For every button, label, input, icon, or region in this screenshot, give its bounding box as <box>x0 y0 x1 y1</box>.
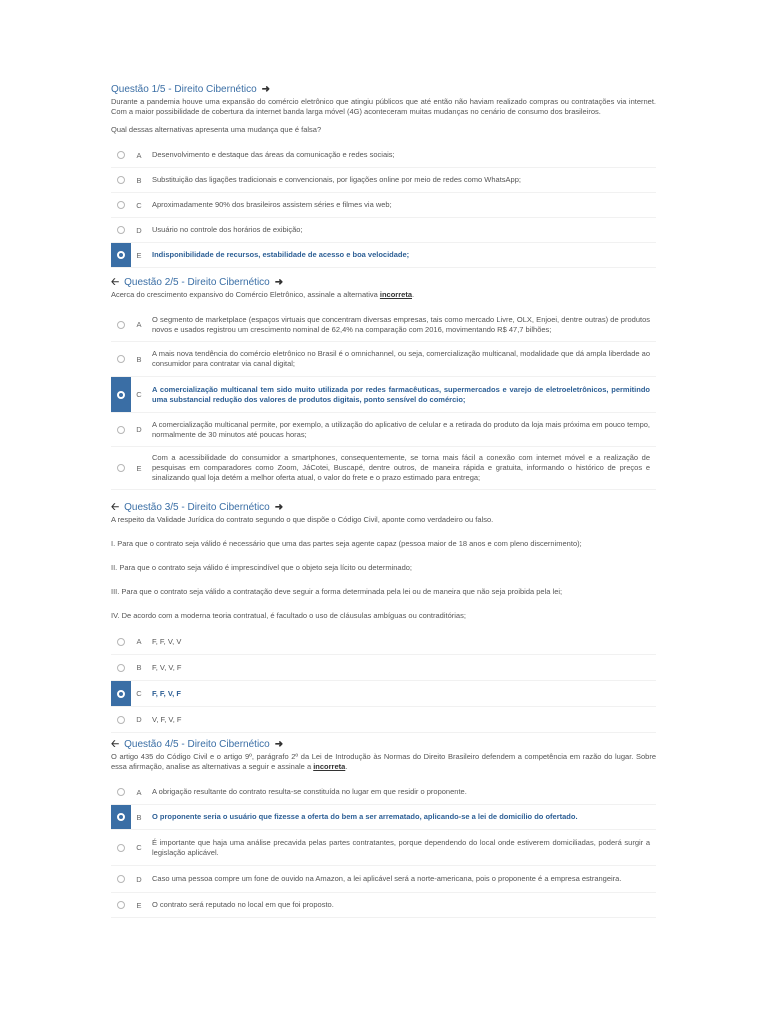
radio-cell <box>111 707 131 732</box>
option-e[interactable] <box>111 893 656 918</box>
option-letter: C <box>136 689 142 698</box>
option-text: Indisponibilidade de recursos, estabilidade de acesso e boa velocidade; <box>152 250 410 259</box>
option-text: Caso uma pessoa compre um fone de ouvido na Amazon, a lei aplicável será a norte-americana, pois o proponente é a empresa estrangeira. <box>152 874 622 883</box>
radio-button[interactable] <box>117 875 125 883</box>
option-text: O contrato será reputado no local em que foi proposto. <box>152 900 334 909</box>
option-letter: C <box>136 390 142 399</box>
option-letter: C <box>136 200 142 210</box>
radio-cell <box>111 143 131 167</box>
option-letter: D <box>136 425 142 434</box>
radio-button[interactable] <box>117 355 125 363</box>
emphasis-text: incorreta <box>379 290 412 299</box>
question-4-title[interactable] <box>111 739 656 751</box>
radio-cell <box>111 830 131 865</box>
question-1-prompt: Qual dessas alternativas apresenta uma mudança que é falsa? <box>111 125 322 134</box>
option-letter: B <box>136 812 142 822</box>
radio-cell <box>111 413 131 446</box>
radio-button[interactable] <box>117 201 125 209</box>
option-b[interactable] <box>111 655 656 681</box>
arrow-right-icon[interactable]: ➜ <box>274 739 284 750</box>
option-letter: E <box>136 250 142 260</box>
option-e[interactable] <box>111 243 656 268</box>
radio-cell <box>111 377 131 412</box>
radio-cell <box>111 655 131 680</box>
statement-4: IV. De acordo com a moderna teoria contratual, é facultado o uso de cláusulas ambíguas ou contraditórias; <box>111 611 466 620</box>
option-letter: A <box>136 787 142 797</box>
option-d[interactable] <box>111 866 656 893</box>
radio-button[interactable] <box>117 844 125 852</box>
option-text: O proponente seria o usuário que fizesse a oferta do bem a ser arrematado, aplicando-se a lei de domicílio do ofertado. <box>152 812 578 821</box>
question-4 <box>111 739 656 918</box>
option-text: Aproximadamente 90% dos brasileiros assistem séries e filmes via web; <box>152 200 392 209</box>
radio-button[interactable] <box>117 788 125 796</box>
option-letter: D <box>136 225 142 235</box>
radio-cell <box>111 805 131 829</box>
text-part: . <box>345 762 348 771</box>
arrow-left-icon[interactable]: 🡠 <box>111 277 120 288</box>
radio-cell <box>111 866 131 892</box>
option-text: F, F, V, F <box>152 688 181 698</box>
radio-cell <box>111 218 131 242</box>
radio-button[interactable] <box>117 426 125 434</box>
option-text: Desenvolvimento e destaque das áreas da comunicação e redes sociais; <box>152 150 395 159</box>
radio-button[interactable] <box>117 151 125 159</box>
option-text: É importante que haja uma análise precavida pelas partes contratantes, porque dependendo do local onde estiverem domiciliadas, poderá surgir a legislação aplicável. <box>152 837 650 857</box>
radio-button[interactable] <box>117 716 125 724</box>
question-1 <box>111 84 656 268</box>
option-text: O segmento de marketplace (espaços virtuais que concentram diversas empresas, tais como mercado Livre, OLX, Enjoei, dentre outras) de produtos novos e usados registrou um crescimento nominal de 62,4% na comparação com 2016, movimentando R$ 47,7 bilhões; <box>152 314 650 334</box>
option-c[interactable] <box>111 681 656 707</box>
radio-button[interactable] <box>117 176 125 184</box>
option-letter: C <box>136 843 142 852</box>
option-letter: D <box>136 715 142 724</box>
question-title-text: Questão 2/5 - Direito Cibernético <box>124 277 270 288</box>
radio-button-selected[interactable] <box>117 251 125 259</box>
option-text: F, F, V, V <box>152 636 182 646</box>
option-d[interactable] <box>111 707 656 733</box>
option-a[interactable] <box>111 308 656 342</box>
text-part: . <box>412 290 415 299</box>
text-part: O artigo 435 do Código Civil e o artigo 9º, parágrafo 2º da Lei de Introdução às Normas do Direito Brasileiro defendem a competência em razão do lugar. Sobre essa afirmação, analise as alternativas a seguir e assinale a <box>111 752 656 771</box>
question-4-text <box>111 752 656 772</box>
radio-cell <box>111 308 131 341</box>
question-title-text: Questão 4/5 - Direito Cibernético <box>124 739 270 750</box>
option-a[interactable] <box>111 629 656 655</box>
radio-button[interactable] <box>117 638 125 646</box>
question-1-text: Durante a pandemia houve uma expansão do comércio eletrônico que atingiu públicos que até então não haviam realizado compras ou contratações via internet. Com a maior possibilidade de cobertura da internet banda larga móvel (4G) aconteceram muitas mudanças no cenário de consumo dos brasileiros. <box>111 97 656 116</box>
option-text: A obrigação resultante do contrato resulta-se constituída no lugar em que residir o proponente. <box>152 787 467 796</box>
option-text: A mais nova tendência do comércio eletrônico no Brasil é o omnichannel, ou seja, comercialização multicanal, modalidade que dá ampla liberdade ao consumidor para contratar via canal digital; <box>152 349 650 368</box>
option-text: F, V, V, F <box>152 662 182 672</box>
text-part: Acerca do crescimento expansivo do Comércio Eletrônico, assinale a alternativa <box>111 290 380 299</box>
radio-cell <box>111 629 131 654</box>
question-3-text: A respeito da Validade Jurídica do contrato segundo o que dispõe o Código Civil, aponte como verdadeiro ou falso. <box>111 515 494 524</box>
option-a[interactable] <box>111 143 656 168</box>
statement-3: III. Para que o contrato seja válido a contratação deve seguir a forma determinada pela lei ou de maneira que não seja proibida pela lei; <box>111 587 563 596</box>
arrow-right-icon[interactable]: ➜ <box>274 502 284 513</box>
radio-button[interactable] <box>117 464 125 472</box>
radio-cell <box>111 243 131 267</box>
option-letter: B <box>136 663 142 672</box>
option-d[interactable] <box>111 413 656 447</box>
emphasis-text: incorreta <box>313 762 346 771</box>
option-letter: E <box>136 463 142 473</box>
question-3-options <box>111 629 656 733</box>
option-letter: B <box>136 354 142 364</box>
option-letter: D <box>136 874 142 884</box>
arrow-right-icon[interactable]: ➜ <box>261 84 271 95</box>
option-text: Com a acessibilidade do consumidor a smartphones, consequentemente, se torna mais fácil a conexão com internet móvel e a realização de pesquisas em comparadores como Zoom, JáCotei, Buscapé, dentre outros, de maneira rápida e gratuita, informando o histórico de preços e sinalizando qual loja detém a melhor oferta atual, o valor do frete e o prazo estimado para entrega; <box>152 453 650 482</box>
option-letter: E <box>136 900 142 910</box>
question-2 <box>111 277 656 490</box>
question-3 <box>111 502 656 733</box>
option-text: V, F, V, F <box>152 714 182 724</box>
radio-cell <box>111 681 131 706</box>
question-title-text: Questão 1/5 - Direito Cibernético <box>111 84 257 95</box>
option-d[interactable] <box>111 218 656 243</box>
option-b[interactable] <box>111 168 656 193</box>
option-b[interactable] <box>111 342 656 377</box>
option-letter: A <box>136 637 142 646</box>
question-3-title[interactable] <box>111 502 656 514</box>
arrow-left-icon[interactable]: 🡠 <box>111 502 120 513</box>
radio-cell <box>111 780 131 804</box>
radio-button[interactable] <box>117 226 125 234</box>
option-e[interactable] <box>111 447 656 490</box>
radio-cell <box>111 893 131 917</box>
question-1-title[interactable] <box>111 84 656 96</box>
option-letter: A <box>136 320 142 329</box>
question-1-options <box>111 143 656 268</box>
radio-cell <box>111 193 131 217</box>
option-letter: B <box>136 175 142 185</box>
question-2-text <box>111 290 656 300</box>
question-4-options <box>111 780 656 918</box>
question-2-options <box>111 308 656 490</box>
option-letter: A <box>136 150 142 160</box>
option-text: A comercialização multicanal permite, por exemplo, a utilização do aplicativo de celular e a retirada do produto da loja mais próxima em pouco tempo, normalmente de 30 minutos até poucas horas; <box>152 419 650 439</box>
option-text: Substituição das ligações tradicionais e convencionais, por ligações online por meio de redes como WhatsApp; <box>152 175 521 184</box>
option-text: A comercialização multicanal tem sido muito utilizada por redes farmacêuticas, supermercados e varejo de eletroeletrônicos, permitindo uma substancial redução dos valores de produtos digitais, ponto sensível do comércio; <box>152 384 650 404</box>
question-title-text: Questão 3/5 - Direito Cibernético <box>124 502 270 513</box>
option-b[interactable] <box>111 805 656 830</box>
radio-button-selected[interactable] <box>117 813 125 821</box>
option-c[interactable] <box>111 193 656 218</box>
statement-1: I. Para que o contrato seja válido é necessário que uma das partes seja agente capaz (pessoa maior de 18 anos e com pleno discernimento); <box>111 539 582 548</box>
radio-button[interactable] <box>117 664 125 672</box>
arrow-left-icon[interactable]: 🡠 <box>111 739 120 750</box>
option-a[interactable] <box>111 780 656 805</box>
option-c[interactable] <box>111 377 656 413</box>
radio-cell <box>111 168 131 192</box>
radio-button-selected[interactable] <box>117 690 125 698</box>
statement-2: II. Para que o contrato seja válido é imprescindível que o objeto seja lícito ou determinado; <box>111 563 413 572</box>
radio-button[interactable] <box>117 321 125 329</box>
question-2-title[interactable] <box>111 277 656 289</box>
radio-button[interactable] <box>117 901 125 909</box>
radio-cell <box>111 447 131 489</box>
radio-cell <box>111 342 131 376</box>
arrow-right-icon[interactable]: ➜ <box>274 277 284 288</box>
option-text: Usuário no controle dos horários de exibição; <box>152 225 303 234</box>
option-c[interactable] <box>111 830 656 866</box>
radio-button-selected[interactable] <box>117 391 125 399</box>
